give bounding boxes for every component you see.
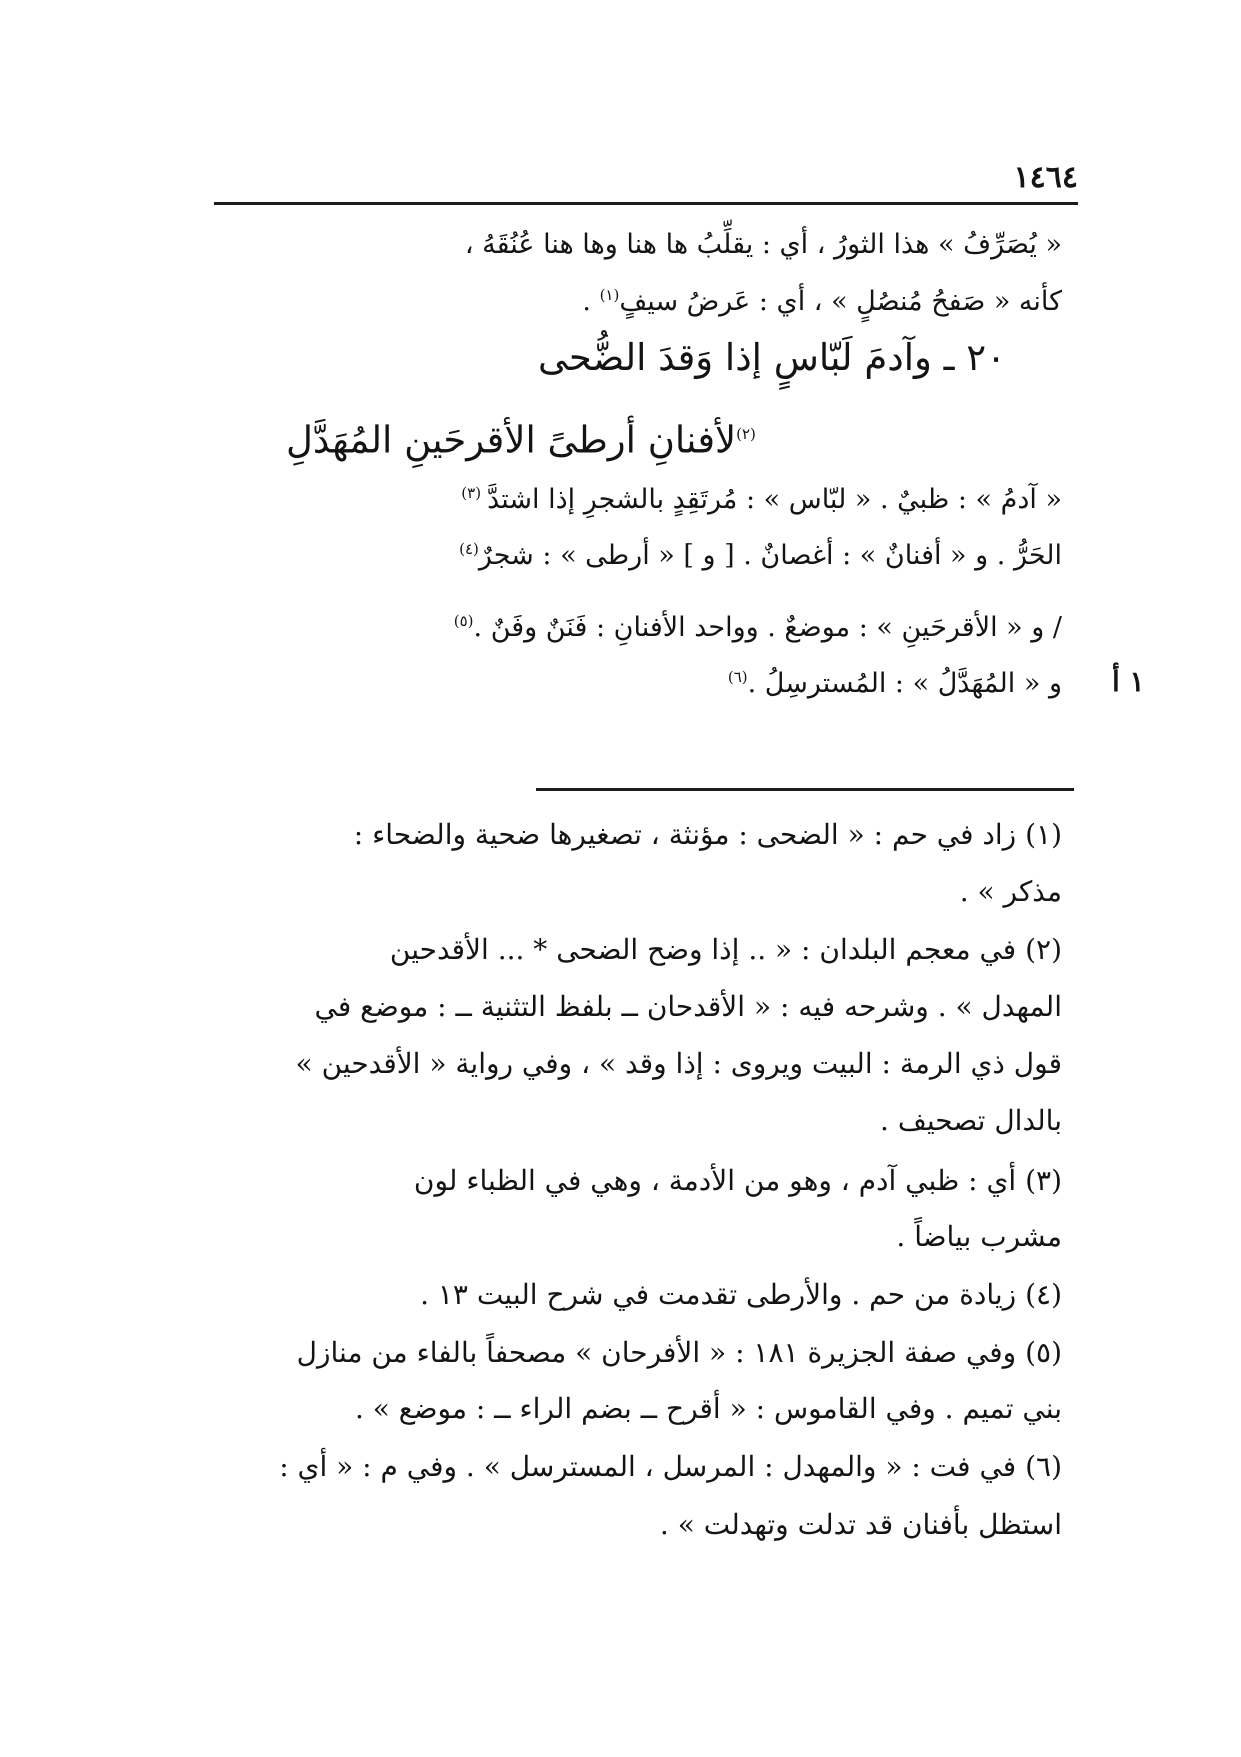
footnote-line: مشرب بياضاً . — [896, 1220, 1062, 1253]
commentary-line-5 — [216, 606, 1062, 643]
footnote-line: استظل بأفنان قد تدلت وتهدلت » . — [659, 1508, 1062, 1541]
footnote-line: (١) زاد في حم : « الضحى : مؤنثة ، تصغيرها ضحية والضحاء : — [353, 818, 1062, 851]
commentary-line-6 — [216, 662, 1062, 699]
line-text: / و « الأقرحَينِ » : موضعٌ . وواحد الأفنانِ : فَنَنٌ وفَنٌ . — [473, 612, 1062, 643]
footnote-line: (٤) زيادة من حم . والأرطى تقدمت في شرح البيت ١٣ . — [420, 1278, 1062, 1311]
footnote-ref: (٢) — [736, 425, 756, 443]
footnote-line: بالدال تصحيف . — [880, 1104, 1062, 1137]
footnote-line: (٣) أي : ظبي آدم ، وهو من الأدمة ، وهي في الظباء لون — [413, 1164, 1062, 1197]
line-text: و « المُهَدَّلُ » : المُسترسِلُ . — [747, 668, 1062, 699]
footnote-ref: (٣) — [461, 484, 482, 502]
line-text: لأفنانِ أرطىً الأقرحَينِ المُهَدَّلِ — [286, 418, 737, 462]
verse-hemistich-2 — [216, 412, 1006, 462]
footnote-line: (٥) وفي صفة الجزيرة ١٨١ : « الأفرحان » مصحفاً بالفاء من منازل — [296, 1336, 1062, 1369]
folio-margin-note: ١ أ — [1112, 665, 1145, 698]
footnote-ref: (١) — [599, 286, 620, 304]
commentary-line-4 — [216, 534, 1062, 571]
footnote-line: قول ذي الرمة : البيت ويروى : إذا وقد » ، وفي رواية « الأقدحين » — [295, 1047, 1062, 1080]
page-number: ١٤٦٤ — [1013, 160, 1078, 195]
line-text: الحَرُّ . و « أفنانٌ » : أغصانٌ . [ و ] « أرطى » : شجرٌ — [478, 540, 1062, 571]
footnote-line: بني تميم . وفي القاموس : « أقرح ــ بضم الراء ــ : موضع » . — [354, 1392, 1062, 1425]
verse-hemistich-1: ٢٠ ـ وآدمَ لَبّاسٍ إذا وَقدَ الضُّحى — [538, 336, 1006, 379]
line-text: « آدمُ » : ظبيٌ . « لبّاس » : مُرتَقِدٍ بالشجرِ إذا اشتدَّ — [487, 484, 1062, 515]
footnote-rule — [536, 788, 1074, 791]
footnote-line: مذكر » . — [959, 875, 1062, 908]
footnote-line: (٦) في فت : « والمهدل : المرسل ، المسترسل » . وفي م : « أي : — [279, 1450, 1062, 1483]
footnote-ref: (٦) — [727, 668, 748, 686]
commentary-line-1 — [216, 230, 1062, 260]
commentary-line-2 — [216, 280, 1062, 317]
footnote-line: المهدل » . وشرحه فيه : « الأقدحان ــ بلفظ التثنية ــ : موضع في — [314, 990, 1062, 1023]
header-rule — [214, 202, 1078, 205]
footnote-line: (٢) في معجم البلدان : « .. إذا وضح الضحى * ... الأقدحين — [389, 933, 1062, 966]
line-end: . — [582, 286, 600, 317]
footnote-ref: (٤) — [459, 540, 479, 558]
commentary-line-3 — [216, 478, 1062, 515]
line-text: « يُصَرِّفُ » هذا الثورُ ، أي : يقلِّبُ ها هنا وها هنا عُنُقَهُ ، — [464, 229, 1062, 260]
footnote-ref: (٥) — [453, 612, 474, 630]
line-text: كأنه « صَفحُ مُنصُلٍ » ، أي : عَرضُ سيفٍ — [619, 286, 1062, 317]
